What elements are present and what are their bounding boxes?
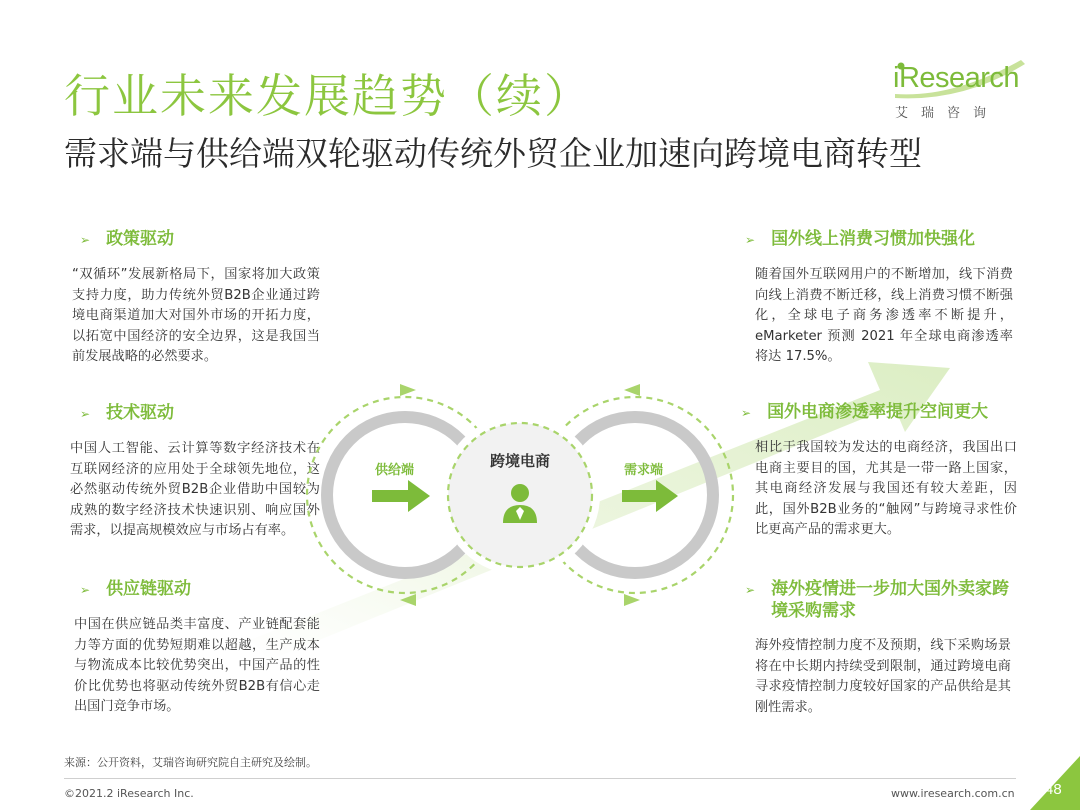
section-penetration-space <box>741 401 1017 541</box>
demand-arrow-icon <box>622 480 678 512</box>
ring-arrow-icon <box>400 594 416 606</box>
section-body: “双循环”发展新格局下，国家将加大政策支持力度，助力传统外贸B2B企业通过跨境电商渠道加大对国外市场的开拓力度，以拓宽中国经济的安全边界，这是我国当前发展战略的必然要求。 <box>72 267 320 364</box>
heading-text: 技术驱动 <box>106 403 175 423</box>
dual-wheel-graphic <box>290 370 750 610</box>
heading-text: 国外线上消费习惯加快强化 <box>771 229 976 249</box>
section-body: 中国在供应链品类丰富度、产业链配套能力等方面的优势短期难以超越，生产成本与物流成本比较优势突出，中国产品的性价比优势也将驱动传统外贸B2B有信心走出国门竞争市场。 <box>74 617 320 714</box>
section-online-habits <box>745 228 1017 368</box>
bullet-arrow-icon: ➢ <box>745 233 756 247</box>
section-heading <box>741 401 1017 424</box>
supply-side-label: 供给端 <box>375 463 415 478</box>
section-heading <box>80 578 320 601</box>
heading-text: 海外疫情进一步加大国外卖家跨境采购需求 <box>771 579 1010 621</box>
heading-text: 政策驱动 <box>106 229 175 249</box>
section-heading <box>80 228 320 251</box>
section-technology <box>70 402 320 542</box>
source-note: 来源：公开资料，艾瑞咨询研究院自主研究及绘制。 <box>64 756 317 769</box>
ring-arrow-icon <box>624 384 640 396</box>
footer-divider <box>64 778 1016 779</box>
section-supply-chain <box>74 578 320 718</box>
page-subtitle: 需求端与供给端双轮驱动传统外贸企业加速向跨境电商转型 <box>64 134 922 173</box>
bullet-arrow-icon: ➢ <box>80 583 91 597</box>
dual-wheel-diagram <box>290 370 750 610</box>
heading-text: 供应链驱动 <box>106 579 192 599</box>
section-body: 随着国外互联网用户的不断增加，线下消费向线上消费不断迁移，线上消费习惯不断强化，全球电子商务渗透率不断提升，eMarketer 预测 2021 年全球电商渗透率将达 17.5%。 <box>755 267 1013 364</box>
page-title: 行业未来发展趋势（续） <box>64 69 592 123</box>
logo-cn-text: 艾瑞咨询 <box>895 106 1000 121</box>
ring-arrow-icon <box>400 384 416 396</box>
section-body: 相比于我国较为发达的电商经济，我国出口电商主要目的国，尤其是一带一路上国家，其电商经济发展与我国还有较大差距，因此，国外B2B业务的“触网”与跨境寻求性价比更高产品的需求更大。 <box>755 440 1017 537</box>
section-heading <box>745 578 1031 622</box>
heading-text: 国外电商渗透率提升空间更大 <box>767 402 989 422</box>
page-number: 48 <box>1045 781 1062 798</box>
section-pandemic-demand <box>745 578 1031 718</box>
bullet-arrow-icon: ➢ <box>80 407 91 421</box>
section-heading <box>745 228 1017 251</box>
section-body: 海外疫情控制力度不及预期，线下采购场景将在中长期内持续受到限制，通过跨境电商寻求疫情控制力度较好国家的产品供给是其刚性需求。 <box>755 638 1011 715</box>
copyright-text: ©2021.2 iResearch Inc. <box>64 787 194 800</box>
bullet-arrow-icon: ➢ <box>80 233 91 247</box>
logo-wordmark: iResearch <box>893 62 1020 94</box>
ring-arrow-icon <box>624 594 640 606</box>
section-heading <box>80 402 320 425</box>
bullet-arrow-icon: ➢ <box>741 406 752 420</box>
bullet-arrow-icon: ➢ <box>745 583 756 597</box>
center-label: 跨境电商 <box>489 452 550 470</box>
website-url: www.iresearch.com.cn <box>891 787 1015 800</box>
section-body: 中国人工智能、云计算等数字经济技术在互联网经济的应用处于全球领先地位，这必然驱动传统外贸B2B企业借助中国较为成熟的数字经济技术快速识别、响应国外需求，以提高规模效应与市场占有率。 <box>70 441 320 538</box>
demand-side-label: 需求端 <box>624 463 664 478</box>
supply-arrow-icon <box>372 480 430 512</box>
section-policy <box>72 228 320 368</box>
